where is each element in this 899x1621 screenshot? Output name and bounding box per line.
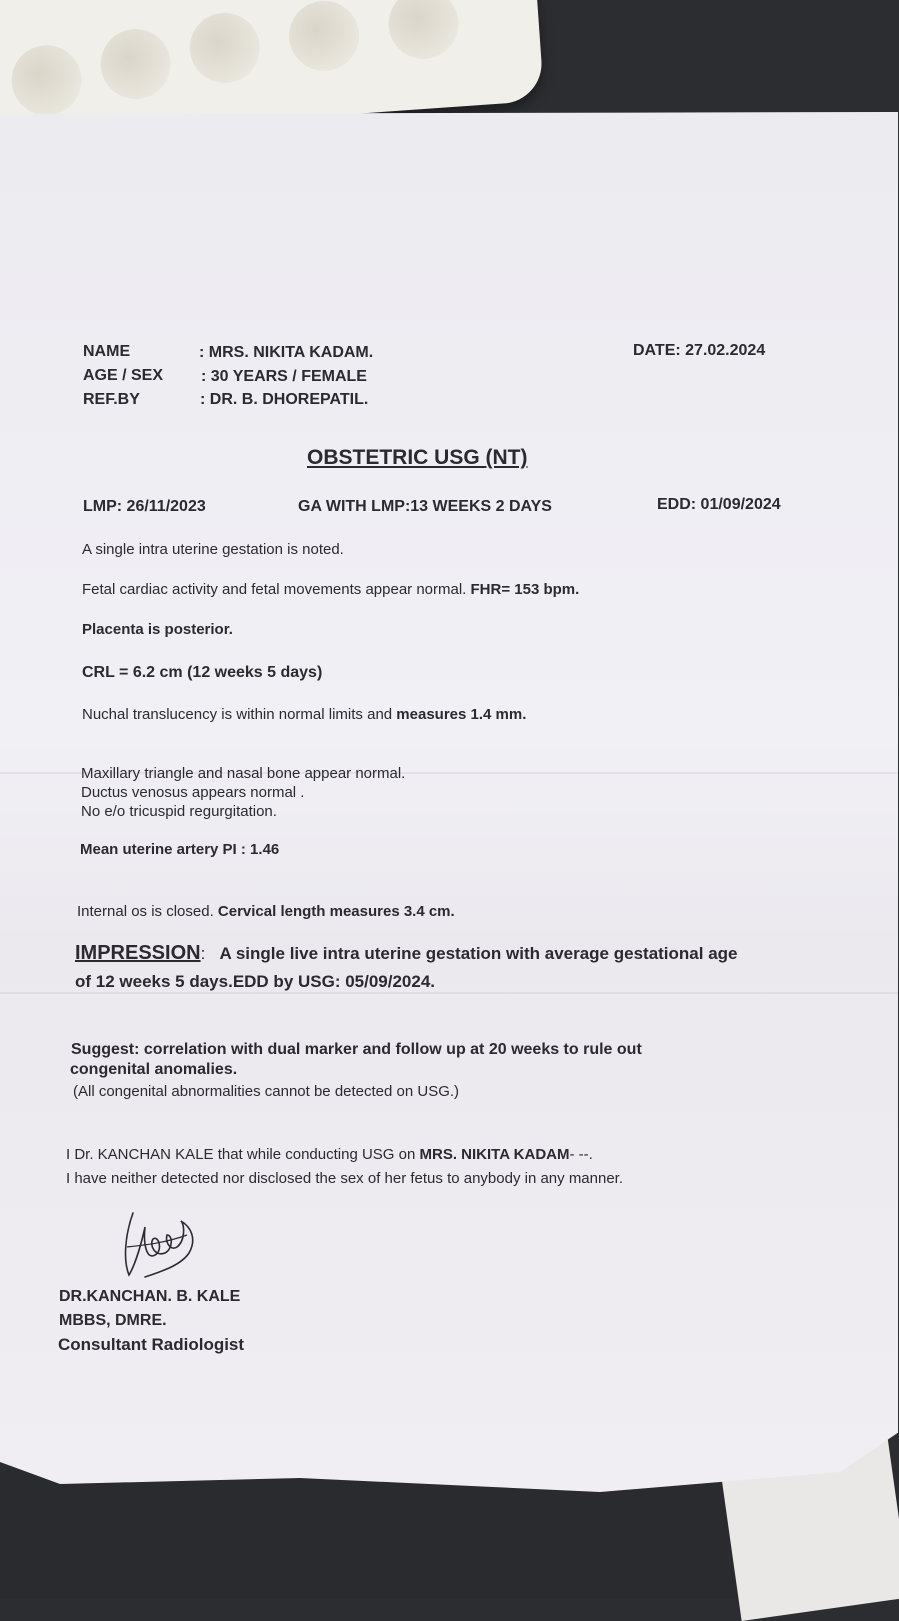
- suggest-line-2: congenital anomalies.: [70, 1061, 238, 1078]
- signatory-role: Consultant Radiologist: [58, 1335, 245, 1354]
- declaration-patient: MRS. NIKITA KADAM: [419, 1146, 570, 1163]
- ga-with-lmp: GA WITH LMP:13 WEEKS 2 DAYS: [298, 498, 552, 515]
- finding-nt-text: Nuchal translucency is within normal limits and: [82, 706, 397, 723]
- finding-cardiac-text: Fetal cardiac activity and fetal movements appear normal.: [82, 581, 471, 598]
- declaration-text-c: - --.: [569, 1146, 593, 1163]
- impression-label: IMPRESSION: [75, 942, 201, 964]
- finding-tricuspid: No e/o tricuspid regurgitation.: [81, 803, 277, 820]
- age-value: : 30 YEARS / FEMALE: [201, 368, 367, 385]
- report-title: OBSTETRIC USG (NT): [307, 446, 528, 469]
- name-value: : MRS. NIKITA KADAM.: [199, 344, 374, 361]
- declaration-text-a: I Dr. KANCHAN KALE that while conducting USG on: [66, 1146, 420, 1163]
- impression-colon: :: [200, 944, 206, 963]
- age-label: AGE / SEX: [83, 367, 164, 384]
- impression-text-1: A single live intra uterine gestation with average gestational age: [219, 944, 738, 963]
- signatory-name: DR.KANCHAN. B. KALE: [59, 1288, 241, 1305]
- finding-nt: [82, 706, 526, 723]
- ref-value: : DR. B. DHOREPATIL.: [200, 391, 369, 408]
- finding-crl: CRL = 6.2 cm (12 weeks 5 days): [82, 664, 323, 681]
- cervical-length: Cervical length measures 3.4 cm.: [217, 903, 455, 920]
- declaration-line-2: I have neither detected nor disclosed the sex of her fetus to anybody in any manner.: [66, 1170, 624, 1187]
- lmp: LMP: 26/11/2023: [83, 498, 206, 515]
- name-label: NAME: [83, 343, 131, 360]
- ref-label: REF.BY: [83, 391, 140, 408]
- finding-placenta: Placenta is posterior.: [82, 621, 233, 638]
- report-date: DATE: 27.02.2024: [633, 342, 766, 359]
- suggest-note: (All congenital abnormalities cannot be detected on USG.): [73, 1083, 460, 1100]
- finding-uterine-pi: Mean uterine artery PI : 1.46: [80, 841, 280, 858]
- declaration-line-1: [66, 1146, 593, 1163]
- signatory-degree: MBBS, DMRE.: [59, 1312, 167, 1329]
- fhr-value: FHR= 153 bpm.: [470, 581, 580, 598]
- suggest-line-1: Suggest: correlation with dual marker and follow up at 20 weeks to rule out: [71, 1041, 642, 1058]
- impression-line-1: [75, 942, 738, 965]
- signature-image: [115, 1205, 215, 1285]
- edd: EDD: 01/09/2024: [657, 496, 781, 513]
- finding-ductus: Ductus venosus appears normal .: [81, 784, 305, 801]
- nt-value: measures 1.4 mm.: [396, 706, 527, 723]
- finding-gestation: A single intra uterine gestation is noted.: [82, 541, 344, 558]
- impression-line-2: of 12 weeks 5 days.EDD by USG: 05/09/2024.: [75, 972, 436, 991]
- finding-maxillary: Maxillary triangle and nasal bone appear normal.: [81, 765, 406, 782]
- finding-cardiac: [82, 581, 579, 598]
- finding-os-text: Internal os is closed.: [77, 903, 218, 920]
- finding-os: [77, 903, 455, 920]
